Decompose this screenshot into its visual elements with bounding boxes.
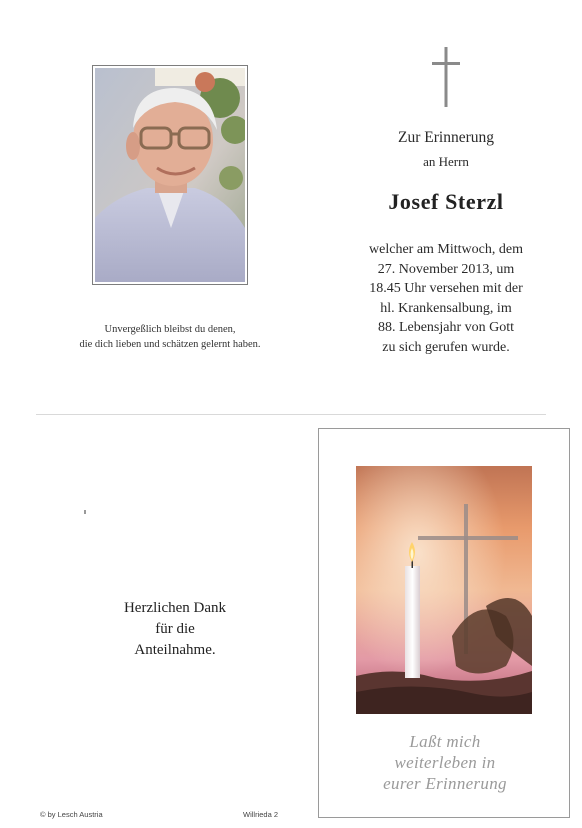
thanks-line: Anteilnahme. bbox=[134, 642, 216, 658]
quote-line-1: Unvergeßlich bleibst du denen, bbox=[104, 324, 236, 335]
thanks-line: für die bbox=[155, 621, 195, 637]
model-name: Willrieda 2 bbox=[243, 810, 279, 819]
print-speck bbox=[84, 510, 86, 514]
thanks-line: Herzlichen Dank bbox=[123, 600, 227, 616]
memorial-quote bbox=[40, 322, 300, 352]
death-notice-line: 18.45 Uhr versehen mit der bbox=[369, 281, 523, 296]
candle-verse bbox=[339, 731, 551, 794]
salutation: an Herrn bbox=[423, 154, 469, 169]
quote-line-2: die dich lieben und schätzen gelernt haben. bbox=[79, 339, 261, 350]
remembrance-heading: Zur Erinnerung bbox=[398, 129, 494, 146]
deceased-name: Josef Sterzl bbox=[388, 189, 504, 214]
candle-card bbox=[318, 428, 570, 818]
verse-line: eurer Erinnerung bbox=[383, 774, 507, 793]
death-notice-line: 88. Lebensjahr von Gott bbox=[377, 320, 515, 335]
verse-line: Laßt mich bbox=[409, 732, 481, 751]
thanks-message bbox=[90, 598, 260, 661]
death-notice-line: 27. November 2013, um bbox=[377, 261, 515, 277]
verse-line: weiterleben in bbox=[394, 753, 496, 772]
death-notice-line: welcher am Mittwoch, dem bbox=[369, 242, 523, 257]
copyright-note: © by Lesch Austria bbox=[40, 810, 103, 819]
fold-line bbox=[36, 414, 546, 415]
cross-icon bbox=[430, 45, 462, 109]
portrait-image bbox=[95, 68, 245, 282]
death-notice bbox=[340, 240, 552, 357]
portrait-photo bbox=[92, 65, 248, 285]
candle-and-cross-image bbox=[356, 466, 532, 714]
death-notice-line: zu sich gerufen wurde. bbox=[382, 339, 510, 355]
death-notice-line: hl. Krankensalbung, im bbox=[380, 300, 512, 316]
